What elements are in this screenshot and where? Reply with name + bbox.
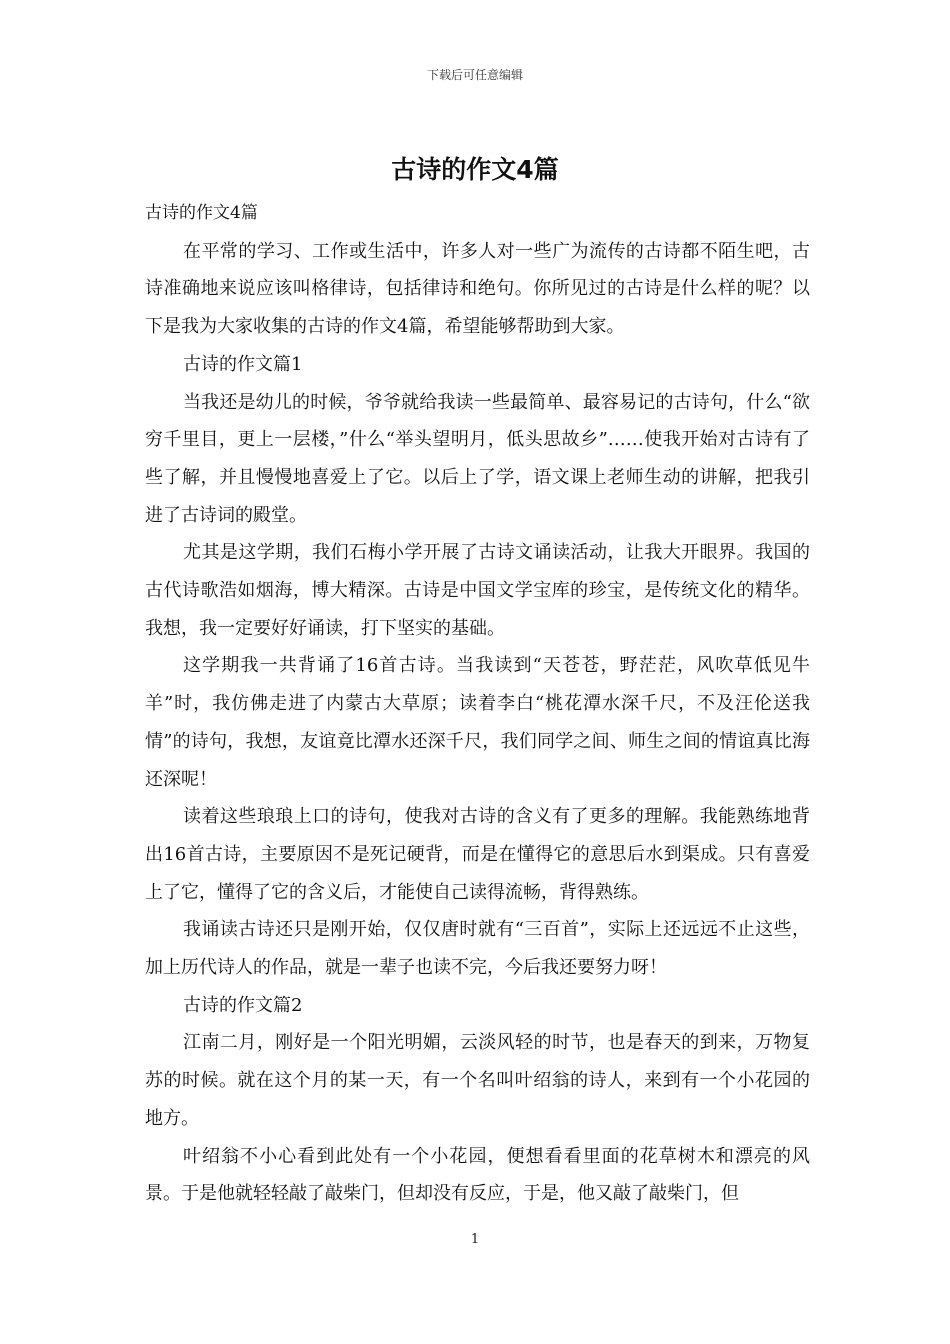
document-title: 古诗的作文4篇 [391,155,559,184]
paragraph: 尤其是这学期，我们石梅小学开展了古诗文诵读活动，让我大开眼界。我国的古代诗歌浩如烟海，博大精深。古诗是中国文学宝库的珍宝，是传统文化的精华。我想，我一定要好好诵读，打下坚实的基础。 [145,542,810,639]
paragraph: 当我还是幼儿的时候，爷爷就给我读一些最简单、最容易记的古诗句，什么“欲穷千里目，更上一层楼，”什么“举头望明月，低头思故乡”……使我开始对古诗有了些了解，并且慢慢地喜爱上了它。以后上了学，语文课上老师生动的讲解，把我引进了古诗词的殿堂。 [145,391,810,526]
paragraph-intro: 在平常的学习、工作或生活中，许多人对一些广为流传的古诗都不陌生吧，古诗准确地来说应该叫格律诗，包括律诗和绝句。你所见过的古诗是什么样的呢？以下是我为大家收集的古诗的作文4篇，希望能够帮助到大家。 [145,240,810,338]
document-body [145,195,810,1213]
paragraph: 读着这些琅琅上口的诗句，使我对古诗的含义有了更多的理解。我能熟练地背出16首古诗，主要原因不是死记硬背，而是在懂得它的意思后水到渠成。只有喜爱上了它，懂得了它的含义后，才能使自己读得流畅，背得熟练。 [145,806,810,903]
document-subtitle: 古诗的作文4篇 [145,203,258,223]
section-heading-1: 古诗的作文篇1 [183,353,303,375]
paragraph: 这学期我一共背诵了16首古诗。当我读到“天苍苍，野茫茫，风吹草低见牛羊”时，我仿佛走进了内蒙古大草原；读着李白“桃花潭水深千尺，不及汪伦送我情”的诗句，我想，友谊竟比潭水还深千尺，我们同学之间、师生之间的情谊真比海还深呢！ [145,655,810,790]
paragraph: 江南二月，刚好是一个阳光明媚，云淡风轻的时节，也是春天的到来，万物复苏的时候。就在这个月的某一天，有一个名叫叶绍翁的诗人，来到有一个小花园的地方。 [145,1032,810,1129]
header-note: 下载后可任意编辑 [426,68,523,82]
paragraph: 叶绍翁不小心看到此处有一个小花园，便想看看里面的花草树木和漂亮的风景。于是他就轻轻敲了敲柴门，但却没有反应，于是，他又敲了敲柴门，但 [145,1145,810,1205]
paragraph: 我诵读古诗还只是刚开始，仅仅唐时就有“三百首”，实际上还远远不止这些，加上历代诗人的作品，就是一辈子也读不完，今后我还要努力呀！ [145,919,810,979]
page-number: 1 [470,1232,480,1247]
section-heading-2: 古诗的作文篇2 [183,994,303,1016]
